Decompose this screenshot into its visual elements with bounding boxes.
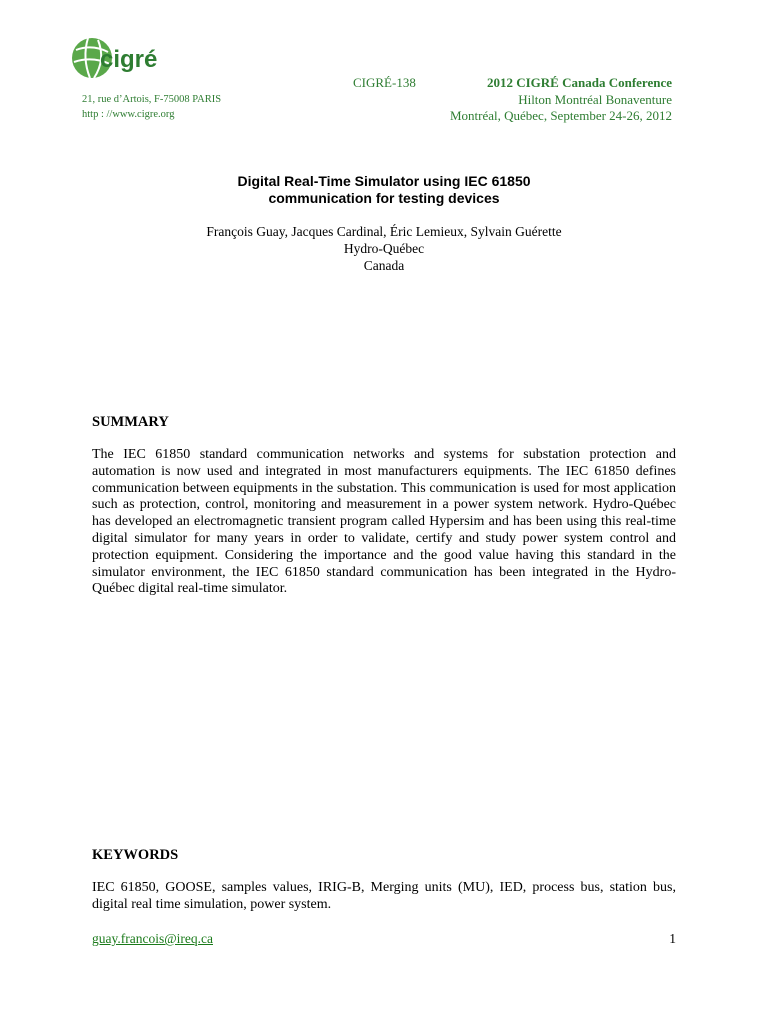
author-country: Canada [363, 258, 405, 273]
conference-title: 2012 CIGRÉ Canada Conference [486, 75, 672, 90]
summary-heading: SUMMARY [92, 414, 169, 430]
paper-title-line1: Digital Real-Time Simulator using IEC 61850 [237, 173, 531, 189]
author-email-link[interactable]: guay.francois@ireq.ca [92, 931, 213, 946]
conference-venue: Hilton Montréal Bonaventure [518, 92, 672, 107]
paper-title-line2: communication for testing devices [268, 190, 500, 206]
website-link[interactable]: http : //www.cigre.org [82, 109, 175, 120]
logo-wordmark: cigré [100, 46, 158, 73]
cigre-logo [70, 34, 170, 82]
address-line: 21, rue d’Artois, F-75008 PARIS [82, 94, 222, 105]
author-affiliation: Hydro-Québec [343, 241, 425, 256]
paper-reference: CIGRÉ-138 [353, 75, 416, 90]
keywords-body: IEC 61850, GOOSE, samples values, IRIG-B, Merging units (MU), IED, process bus, station bus, digital real time simulation, power system. [92, 880, 676, 912]
conference-location-date: Montréal, Québec, September 24-26, 2012 [449, 108, 672, 123]
author-names: François Guay, Jacques Cardinal, Éric Lemieux, Sylvain Guérette [206, 224, 562, 239]
keywords-heading: KEYWORDS [92, 847, 179, 863]
summary-body: The IEC 61850 standard communication networks and systems for substation protection and automation is now used and integrated in most manufacturers equipments. The IEC 61850 defines communication between equipments in the substation. This communication is used for most application such as protection, control, monitoring and measurement in a power system network. Hydro-Québec has developed an electromagnetic transient program called Hypersim and has been using this real-time digital simulator for many years in order to validate, certify and study power system control and protection equipment. Considering the importance and the good value having this standard in the simulator environment, the IEC 61850 standard communication has been integrated in the Hydro-Québec digital real-time simulator. [92, 447, 676, 597]
page-number: 1 [669, 931, 676, 946]
